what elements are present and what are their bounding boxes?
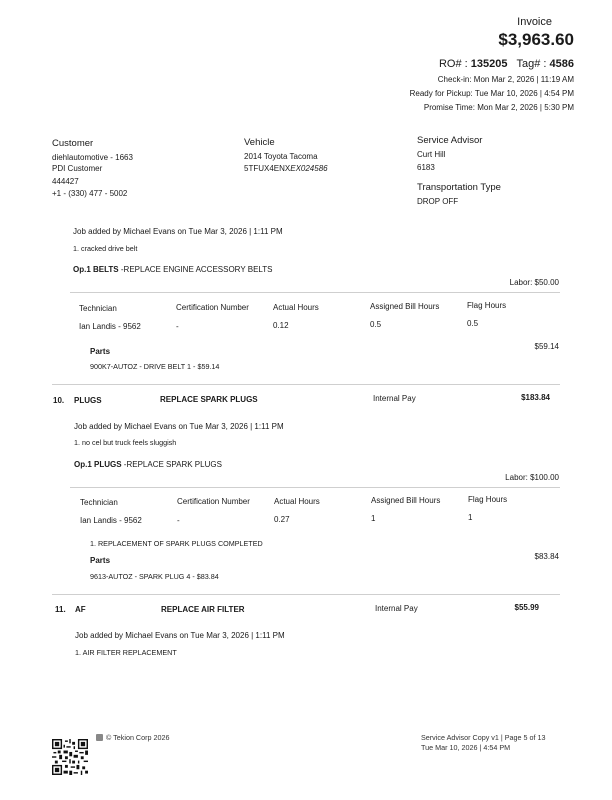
footer-date: Tue Mar 10, 2026 | 4:54 PM <box>421 743 511 752</box>
job10-parts-label: Parts <box>90 556 111 565</box>
job9-col-actual: Actual Hours <box>273 303 319 312</box>
customer-company: PDI Customer <box>52 164 103 173</box>
advisor-heading: Service Advisor <box>417 135 483 146</box>
footer-copyright <box>96 733 170 742</box>
transport-type: DROP OFF <box>417 197 459 206</box>
customer-name: diehlautomotive - 1663 <box>52 153 133 162</box>
job10-op-desc: -REPLACE SPARK PLUGS <box>123 460 222 469</box>
job10-technician: Ian Landis - 9562 <box>80 516 142 525</box>
job9-labor: Labor: $50.00 <box>509 278 559 287</box>
job11-divider-top <box>52 594 560 595</box>
job10-note: 1. REPLACEMENT OF SPARK PLUGS COMPLETED <box>90 539 263 548</box>
job10-part-line: 9613-AUTOZ - SPARK PLUG 4 - $83.84 <box>90 572 219 581</box>
customer-heading: Customer <box>52 138 94 149</box>
customer-phone: +1 - (330) 477 - 5002 <box>52 189 128 198</box>
job9-part-line: 900K7-AUTOZ - DRIVE BELT 1 - $59.14 <box>90 362 220 371</box>
tag-label: Tag# : <box>516 58 547 70</box>
job11-title: REPLACE AIR FILTER <box>161 605 245 614</box>
job9-operation <box>73 265 272 274</box>
job9-actual: 0.12 <box>273 321 289 330</box>
job10-labor: Labor: $100.00 <box>505 473 559 482</box>
job10-operation <box>74 460 222 469</box>
job10-concern: 1. no cel but truck feels sluggish <box>74 438 177 447</box>
advisor-name: Curt Hill <box>417 150 446 159</box>
job11-pay-type: Internal Pay <box>375 604 418 613</box>
ready-time: Ready for Pickup: Tue Mar 10, 2026 | 4:54 PM <box>409 89 574 98</box>
job10-pay-type: Internal Pay <box>373 394 416 403</box>
vehicle-vin <box>244 164 328 173</box>
job11-added: Job added by Michael Evans on Tue Mar 3, 2026 | 1:11 PM <box>75 631 285 640</box>
job10-code: PLUGS <box>74 396 102 405</box>
job10-col-technician: Technician <box>80 498 118 507</box>
customer-id: 444427 <box>52 177 79 186</box>
tekion-logo-icon <box>96 734 103 741</box>
job9-added: Job added by Michael Evans on Tue Mar 3, 2026 | 1:11 PM <box>73 227 283 236</box>
tag-number: 4586 <box>549 58 574 70</box>
job11-concern: 1. AIR FILTER REPLACEMENT <box>75 648 177 657</box>
job9-col-technician: Technician <box>79 304 117 313</box>
ro-tag-line <box>439 58 574 70</box>
qr-code-icon <box>52 739 88 775</box>
job9-cert: - <box>176 322 179 331</box>
job10-flag: 1 <box>468 513 473 522</box>
advisor-number: 6183 <box>417 163 435 172</box>
job10-title: REPLACE SPARK PLUGS <box>160 395 258 404</box>
job9-op-desc: -REPLACE ENGINE ACCESSORY BELTS <box>120 265 273 274</box>
transport-heading: Transportation Type <box>417 182 501 193</box>
vin-prefix: 5TFUX4ENX <box>244 164 291 173</box>
job11-number: 11. <box>55 605 66 614</box>
vin-suffix: EX024586 <box>290 164 328 173</box>
footer-copy-info: Service Advisor Copy v1 | Page 5 of 13 <box>421 733 546 742</box>
job10-col-cert: Certification Number <box>177 497 250 506</box>
job10-amount: $183.84 <box>521 393 550 402</box>
job9-technician: Ian Landis - 9562 <box>79 322 141 331</box>
job9-assigned: 0.5 <box>370 320 382 329</box>
vehicle-model: 2014 Toyota Tacoma <box>244 152 318 161</box>
job9-concern: 1. cracked drive belt <box>73 244 138 253</box>
job10-op-code: Op.1 PLUGS <box>74 460 122 469</box>
job9-parts-total: $59.14 <box>534 342 559 351</box>
job10-actual: 0.27 <box>274 515 290 524</box>
ro-label: RO# : <box>438 58 468 70</box>
job9-divider <box>70 292 560 293</box>
job10-cert: - <box>177 516 180 525</box>
checkin-time: Check-in: Mon Mar 2, 2026 | 11:19 AM <box>437 75 574 84</box>
job9-col-flag: Flag Hours <box>467 301 507 310</box>
job11-amount: $55.99 <box>514 603 539 612</box>
job10-divider <box>70 487 560 488</box>
vehicle-heading: Vehicle <box>244 137 275 148</box>
job11-code: AF <box>75 605 86 614</box>
job10-assigned: 1 <box>371 514 376 523</box>
job9-col-assigned: Assigned Bill Hours <box>370 302 440 311</box>
job10-col-flag: Flag Hours <box>468 495 508 504</box>
copyright-text: © Tekion Corp 2026 <box>106 733 170 742</box>
job9-parts-label: Parts <box>90 347 111 356</box>
job9-op-code: Op.1 BELTS <box>73 265 119 274</box>
invoice-total: $3,963.60 <box>498 30 574 49</box>
job9-col-cert: Certification Number <box>176 303 249 312</box>
job9-flag: 0.5 <box>467 319 479 328</box>
job10-added: Job added by Michael Evans on Tue Mar 3, 2026 | 1:11 PM <box>74 422 284 431</box>
ro-number: 135205 <box>470 58 508 70</box>
job10-col-actual: Actual Hours <box>274 497 320 506</box>
promise-time: Promise Time: Mon Mar 2, 2026 | 5:30 PM <box>423 103 574 112</box>
job10-col-assigned: Assigned Bill Hours <box>371 496 441 505</box>
job10-divider-top <box>52 384 560 385</box>
job10-number: 10. <box>53 396 65 405</box>
job10-parts-total: $83.84 <box>534 552 559 561</box>
document-type: Invoice <box>517 16 552 28</box>
